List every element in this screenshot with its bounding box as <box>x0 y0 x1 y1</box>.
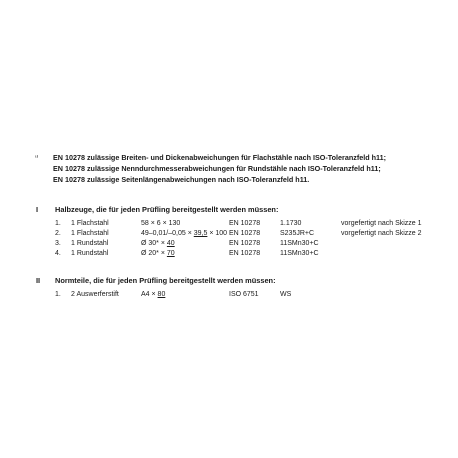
row-note: vorgefertigt nach Skizze 1 <box>341 220 422 227</box>
row-norm: EN 10278 <box>229 250 261 257</box>
section-number: II <box>36 276 41 285</box>
row-number: 4. <box>55 250 61 257</box>
row-item: 1 Flachstahl <box>71 220 109 227</box>
row-material: 1.1730 <box>280 220 302 227</box>
footnote-line-1: EN 10278 zulässige Breiten- und Dickenabweichungen für Flachstähle nach ISO-Toleranzfeld h11; <box>53 153 386 162</box>
row-dimensions: Ø 30* × 40 <box>141 240 175 247</box>
row-note: vorgefertigt nach Skizze 2 <box>341 230 422 237</box>
section-number: I <box>36 205 39 214</box>
row-item: 1 Rundstahl <box>71 250 109 257</box>
row-dimensions: 58 × 6 × 130 <box>141 220 181 227</box>
row-number: 1. <box>55 291 61 298</box>
row-material: S235JR+C <box>280 230 315 237</box>
row-norm: EN 10278 <box>229 240 261 247</box>
row-material: 11SMn30+C <box>280 250 319 257</box>
row-material: 11SMn30+C <box>280 240 319 247</box>
row-norm: EN 10278 <box>229 220 261 227</box>
row-dimensions: 49–0,01/–0,05 × 39,5 × 100 <box>141 230 228 237</box>
footnote-line-3: EN 10278 zulässige Seitenlängenabweichungen nach ISO-Toleranzfeld h11. <box>53 175 310 184</box>
row-material: WS <box>280 291 292 298</box>
row-item: 1 Flachstahl <box>71 230 109 237</box>
row-norm: EN 10278 <box>229 230 261 237</box>
row-item: 1 Rundstahl <box>71 240 109 247</box>
section-title: Normteile, die für jeden Prüfling bereitgestellt werden müssen: <box>55 276 276 285</box>
footnote-marker: ¹⁾ <box>35 155 39 161</box>
row-number: 3. <box>55 240 61 247</box>
row-item: 2 Auswerferstift <box>71 291 119 298</box>
row-number: 2. <box>55 230 61 237</box>
row-norm: ISO 6751 <box>229 291 259 298</box>
section-title: Halbzeuge, die für jeden Prüfling bereitgestellt werden müssen: <box>55 205 279 214</box>
row-dimensions: Ø 20* × 70 <box>141 250 175 257</box>
row-number: 1. <box>55 220 61 227</box>
row-dimensions: A4 × 80 <box>141 291 166 298</box>
footnote-line-2: EN 10278 zulässige Nenndurchmesserabweichungen für Rundstähle nach ISO-Toleranzfeld h11; <box>53 164 381 173</box>
